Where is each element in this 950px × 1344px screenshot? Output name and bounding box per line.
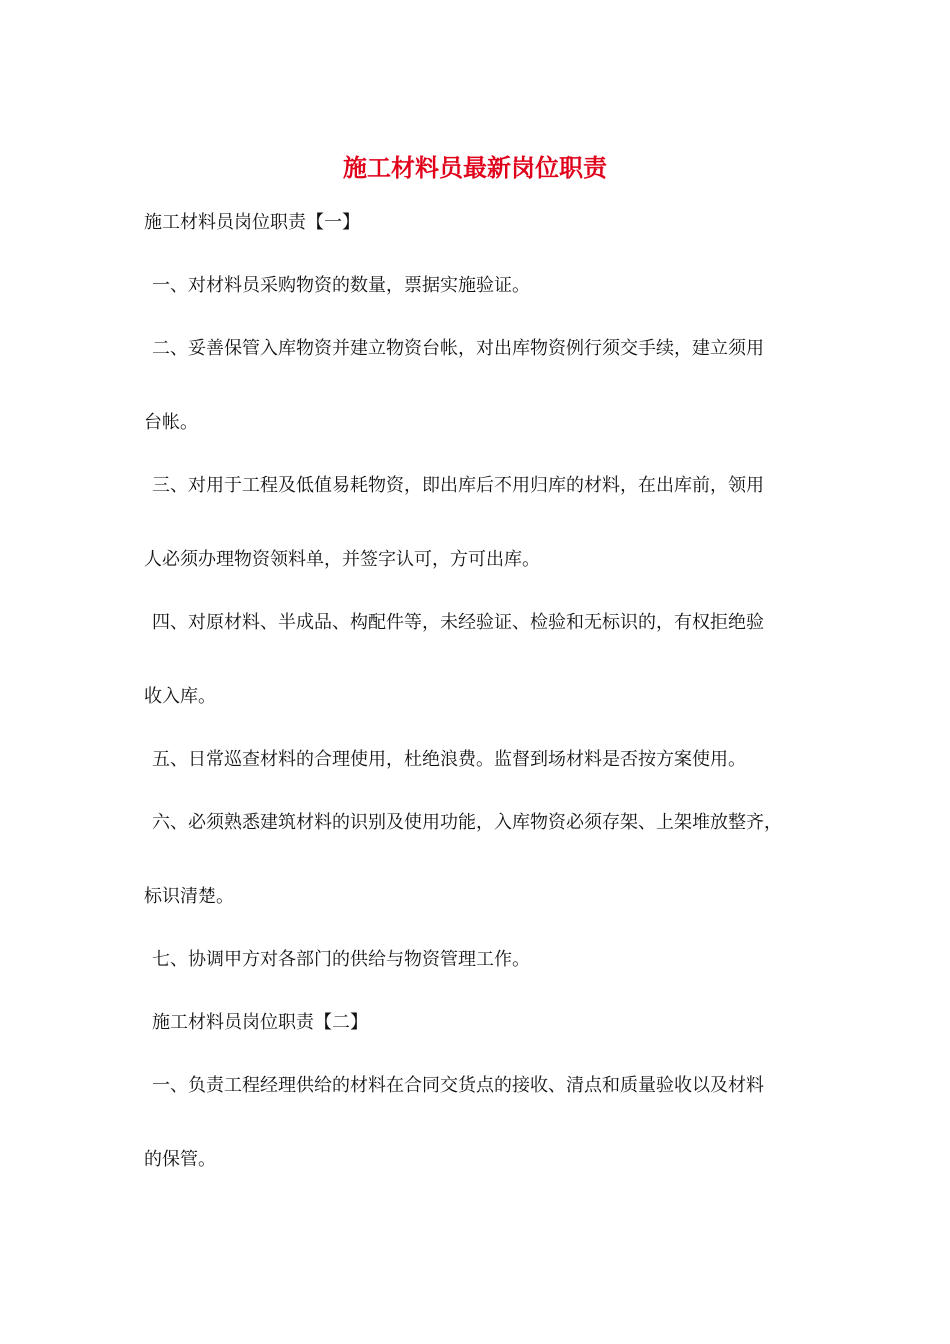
- paragraph-line: 一、负责工程经理供给的材料在合同交货点的接收、清点和质量验收以及材料: [152, 1075, 764, 1096]
- document-title: 施工材料员最新岗位职责: [343, 153, 607, 182]
- paragraph-line: 四、对原材料、半成品、构配件等，未经验证、检验和无标识的，有权拒绝验: [152, 612, 764, 633]
- paragraph-line: 三、对用于工程及低值易耗物资，即出库后不用归库的材料，在出库前，领用: [152, 475, 764, 496]
- section-heading-1: 施工材料员岗位职责【一】: [144, 212, 360, 233]
- paragraph-line: 台帐。: [144, 412, 198, 433]
- paragraph-line: 一、对材料员采购物资的数量，票据实施验证。: [152, 275, 530, 296]
- paragraph-line: 的保管。: [144, 1149, 216, 1170]
- paragraph-line: 人必须办理物资领料单，并签字认可，方可出库。: [144, 549, 540, 570]
- paragraph-line: 六、必须熟悉建筑材料的识别及使用功能，入库物资必须存架、上架堆放整齐，: [152, 812, 782, 833]
- paragraph-line: 五、日常巡查材料的合理使用，杜绝浪费。监督到场材料是否按方案使用。: [152, 749, 746, 770]
- paragraph-line: 标识清楚。: [144, 886, 234, 907]
- paragraph-line: 七、协调甲方对各部门的供给与物资管理工作。: [152, 949, 530, 970]
- section-heading-2: 施工材料员岗位职责【二】: [152, 1012, 368, 1033]
- paragraph-line: 二、妥善保管入库物资并建立物资台帐，对出库物资例行须交手续，建立须用: [152, 338, 764, 359]
- paragraph-line: 收入库。: [144, 686, 216, 707]
